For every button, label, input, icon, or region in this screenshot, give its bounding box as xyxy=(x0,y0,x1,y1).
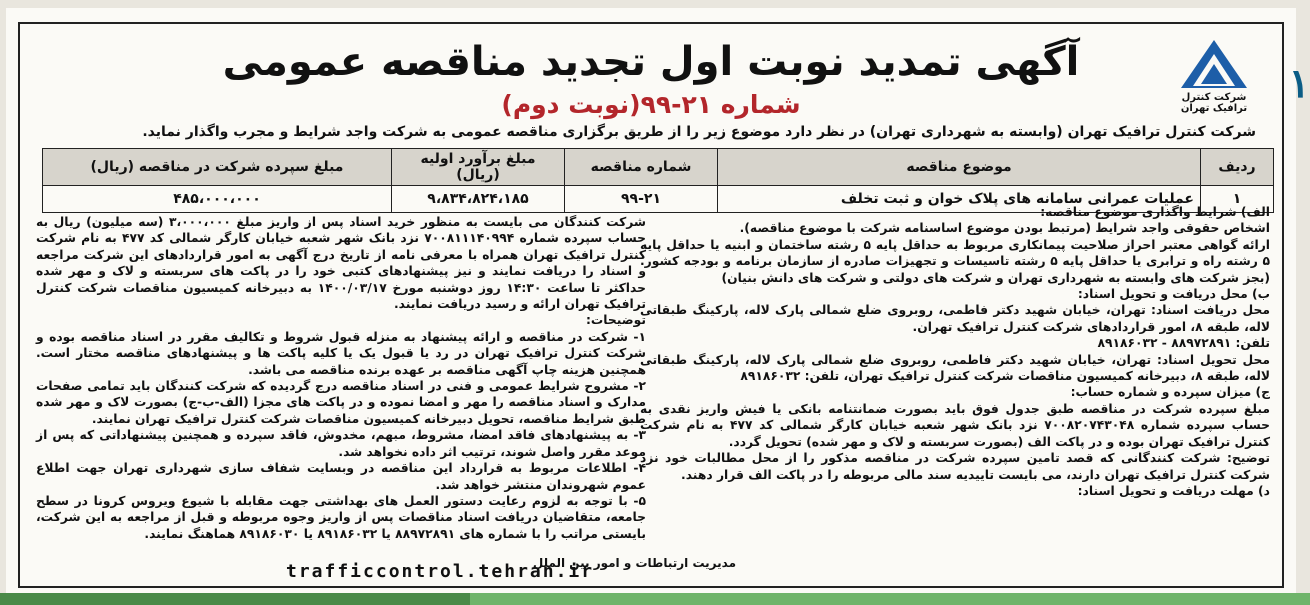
table-cell: ۱ xyxy=(1201,186,1274,213)
section-heading: الف) شرایط واگذاری موضوع مناقصه: xyxy=(1040,205,1270,219)
intro-text: شرکت کنترل ترافیک تهران (وابسته به شهرداری تهران) در نظر دارد موضوع زیر را از طریق برگزاری مناقصه عمومی به شرکت واجد شرایط و مجرب واگذار نماید. xyxy=(142,124,1256,140)
section-heading: ج) میزان سپرده و شماره حساب: xyxy=(1070,385,1270,400)
tender-number: شماره ۲۱-۹۹(نوبت دوم) xyxy=(501,90,801,119)
list-item: ۴- اطلاعات مربوط به قرارداد این مناقصه در وبسایت شفاف سازی شهرداری تهران جهت اطلاع عموم شهروندان منتشر خواهد شد. xyxy=(36,461,646,492)
newspaper-clipping xyxy=(6,8,1296,596)
department-name: مدیریت ارتباطات و امور بین الملل xyxy=(532,556,736,570)
table-header: موضوع مناقصه xyxy=(718,149,1201,186)
paragraph: اشخاص حقوقی واجد شرایط (مرتبط بودن موضوع اساسنامه شرکت با موضوع مناقصه). xyxy=(739,221,1270,236)
section-heading: د) مهلت دریافت و تحویل اسناد: xyxy=(1077,483,1270,498)
phone-line: تلفن: ۸۸۹۷۲۸۹۱ - ۸۹۱۸۶۰۳۲ xyxy=(1097,336,1270,351)
paragraph: شرکت کنندگان می بایست به منظور خرید اسناد پس از واریز مبلغ ۳،۰۰۰،۰۰۰ (سه میلیون) ریال به حساب سپرده شماره ۷۰۰۸۱۱۱۴۰۹۹۴ نزد بانک شهر شعبه خیابان کارگر شمالی کد ۴۷۷ به نام شرکت کنترل ترافیک تهران همراه با معرفی نامه از تاریخ درج آگهی به امور قراردادهای این شرکت مراجعه و اسناد را دریافت نمایند و نیز پیشنهادهای کتبی خود را در پاکت های سربسته و لاک و مهر شده حداکثر تا ساعت ۱۴:۳۰ روز دوشنبه مورخ ۱۴۰۰/۰۳/۱۷ به دبیرخانه کمیسیون مناقصات شرکت کنترل ترافیک تهران ارائه و رسید دریافت نمایند. xyxy=(36,215,646,312)
logo-icon xyxy=(1179,38,1249,90)
paragraph: توضیح: شرکت کنندگانی که قصد تامین سپرده شرکت در مناقصه مذکور را از محل مطالبات خود نزد شرکت کنترل ترافیک تهران دارند، می بایست تاییدیه سند مالی مربوطه را در پاکت الف قرار دهند. xyxy=(640,451,1270,482)
list-item: ۳- به پیشنهادهای فاقد امضا، مشروط، مبهم، مخدوش، فاقد سپرده و همچنین پیشنهاداتی که پس از موعد مقرر واصل شوند، ترتیب اثر داده نخواهد شد. xyxy=(36,428,646,459)
table-cell: ۹۹-۲۱ xyxy=(565,186,718,213)
company-logo xyxy=(1164,38,1264,114)
bottom-strip-dark xyxy=(0,593,470,605)
table-cell: ۴۸۵،۰۰۰،۰۰۰ xyxy=(43,186,392,213)
logo-text: شرکت کنترل ترافیک تهران xyxy=(1180,92,1248,114)
paragraph: محل تحویل اسناد: تهران، خیابان شهید دکتر فاطمی، روبروی ضلع شمالی پارک لاله، پارکینگ طبقاتی لاله، طبقه ۸، دبیرخانه کمیسیون مناقصات شرکت کنترل ترافیک تهران، تلفن: ۸۹۱۸۶۰۳۲ xyxy=(640,352,1270,384)
section-heading: ب) محل دریافت و تحویل اسناد: xyxy=(1077,287,1270,302)
ad-title: آگهی تمدید نوبت اول تجدید مناقصه عمومی xyxy=(222,39,1080,85)
table-header: شماره مناقصه xyxy=(565,149,718,186)
paragraph: مبلغ سپرده شرکت در مناقصه طبق جدول فوق باید بصورت ضمانتنامه بانکی یا فیش واریز نقدی به حساب سپرده شماره ۷۰۰۸۲۰۷۴۳۰۴۸ نزد بانک شهر شعبه خیابان کارگر شمالی کد ۴۷۷ به نام شرکت کنترل ترافیک تهران بوده و در پاکت الف (بصورت سربسته و لاک و مهر شده) تحویل گردد. xyxy=(640,401,1270,449)
list-item: ۱- شرکت در مناقصه و ارائه پیشنهاد به منزله قبول شروط و تکالیف مقرر در اسناد مناقصه بوده و شرکت کنترل ترافیک تهران در رد یا قبول یک یا کلیه پاکت ها و پیشنهادهای مناقصه مختار است. همچنین هزینه چاپ آگهی مناقصه بر عهده برنده مناقصه می باشد. xyxy=(36,329,646,377)
paragraph: ارائه گواهی معتبر احراز صلاحیت پیمانکاری مربوط به حداقل پایه ۵ رشته ساختمان و ابنیه یا حداقل پایه ۵ رشته راه و ترابری یا حداقل پایه ۵ رشته تاسیسات و تجهیزات صادره از سازمان برنامه و بودجه کشور. (بجز شرکت های وابسته به شهرداری تهران و شرکت های دولتی و شرکت های دانش بنیان) xyxy=(640,237,1270,285)
section-heading: توضیحات: xyxy=(586,313,646,328)
handwritten-mark: ۱ xyxy=(1288,60,1310,107)
list-item: ۲- مشروح شرایط عمومی و فنی در اسناد مناقصه درج گردیده که شرکت کنندگان باید تمامی صفحات مدارک و اسناد مناقصه را مهر و امضا نموده و در پاکت های مجزا (الف-ب-ج) بصورت لاک و مهر شده طبق شرایط مناقصه، تحویل دبیرخانه کمیسیون مناقصات شرکت کنترل ترافیک تهران نمایند. xyxy=(36,379,646,426)
instructions-column xyxy=(36,214,646,542)
list-item: ۵- با توجه به لزوم رعایت دستور العمل های بهداشتی جهت مقابله با شیوع ویروس کرونا در سطح جامعه، متقاضیان دریافت اسناد مناقصات پس از واریز وجوه مربوطه و قبل از مراجعه به این شرکت، بایستی مراتب را با شماره های ۸۸۹۷۲۸۹۱ یا ۸۹۱۸۶۰۳۲ یا ۸۹۱۸۶۰۳۰ هماهنگ نمایند. xyxy=(36,493,646,541)
table-header-row xyxy=(43,149,1274,186)
table-header: مبلغ سپرده شرکت در مناقصه (ریال) xyxy=(43,149,392,186)
table-header: ردیف xyxy=(1201,149,1274,186)
table-header: مبلغ برآورد اولیه (ریال) xyxy=(392,149,565,186)
paragraph: محل دریافت اسناد: تهران، خیابان شهید دکتر فاطمی، روبروی ضلع شمالی پارک لاله، پارکینگ طبقاتی لاله، طبقه ۸، امور قراردادهای شرکت کنترل ترافیک تهران. xyxy=(640,303,1270,334)
table-cell: ۹،۸۳۴،۸۲۴،۱۸۵ xyxy=(392,186,565,213)
table-cell: عملیات عمرانی سامانه های پلاک خوان و ثبت تخلف xyxy=(718,186,1201,213)
website-link[interactable]: trafficcontrol.tehran.ir xyxy=(286,561,595,582)
conditions-column xyxy=(640,204,1270,499)
